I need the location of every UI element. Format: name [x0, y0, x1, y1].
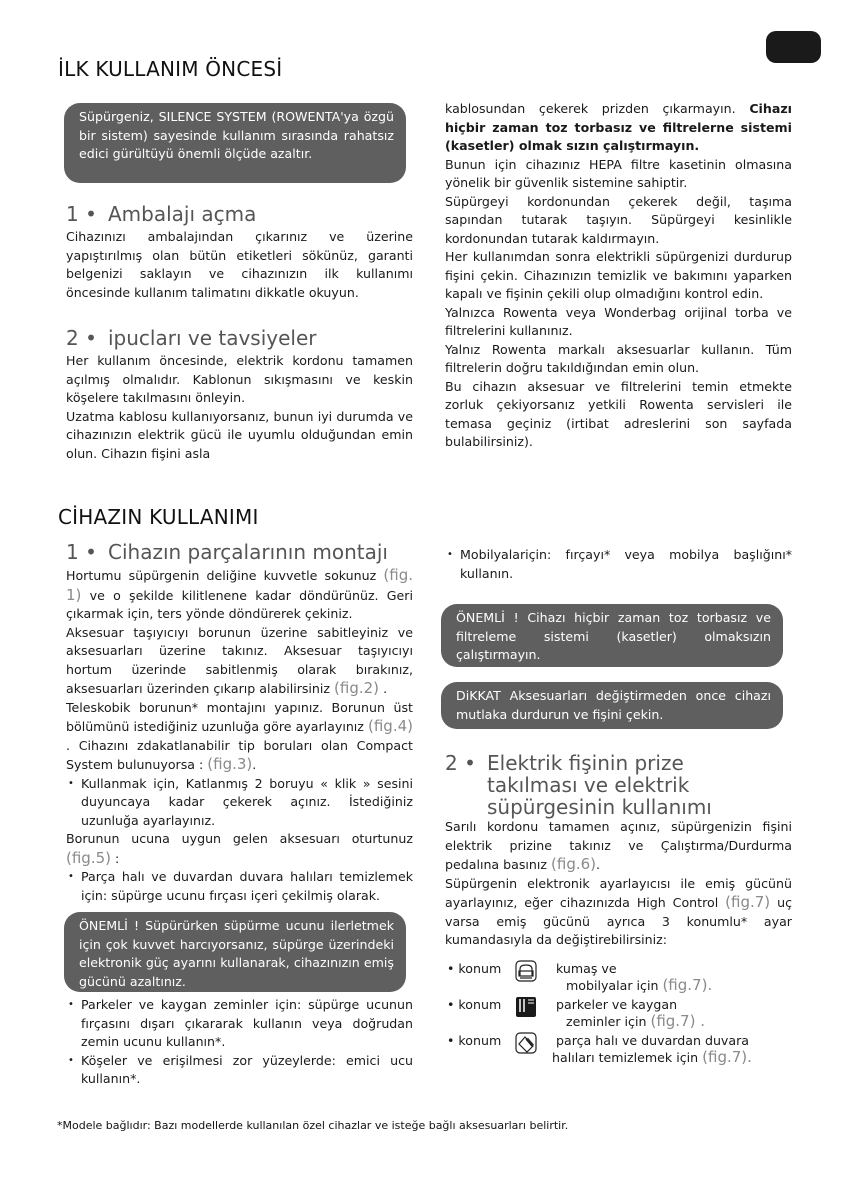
position-item — [447, 960, 797, 994]
parquet-brush-icon — [515, 996, 539, 1018]
paragraph — [445, 100, 792, 156]
section-title-first-use: İLK KULLANIM ÖNCESİ — [58, 57, 283, 81]
position-label: • konum — [447, 997, 502, 1012]
subheading-number: 2 • — [445, 751, 476, 775]
bullet-item: • Kullanmak için, Katlanmış 2 boruyu « klik » sesini duyuncaya kadar çekerek açınız. İstediğiniz uzunluğa ayarlayınız. — [66, 775, 413, 831]
paragraph: Cihazınızı ambalajından çıkarınız ve üzerine yapıştırılmış olan bütün etiketleri sökünüz, garanti belgenizi saklayın ve cihazınızın ilk kullanımı öncesinde kullanım talimatını dikkatle okuyun. — [66, 229, 413, 300]
figure-reference: (fig.5) — [66, 848, 111, 867]
figure-reference: (fig.2) — [334, 679, 380, 697]
silence-system-box: Süpürgeniz, SILENCE SYSTEM (ROWENTA'ya özgü bir sistem) sayesinde kullanım sırasında rahatsız edici gürültüyü önemli ölçüde azaltır. — [64, 103, 406, 183]
figure-reference: (fig.4) — [368, 717, 413, 735]
text: . — [252, 757, 257, 772]
figure-reference: (fig.6) — [551, 855, 597, 873]
important-box-suction: ÖNEMLİ ! Süpürürken süpürme ucunu ilerletmek için çok kuvvet harcıyorsanız, süpürge üzerindeki elektronik güç ayarını kullanarak, cihazınızın emiş gücünü azaltınız. — [64, 912, 406, 992]
subheading-plugging — [445, 752, 712, 818]
unpacking-text — [66, 228, 413, 302]
subheading-assembly — [66, 541, 388, 563]
text: kablosundan çekerek prizden çıkarmayın. — [445, 101, 736, 116]
position-description — [556, 960, 712, 994]
text: Teleskobik borunun* montajını yapınız. Borunun üst bölümünü istediğiniz uzunluğa göre ayarlayınız — [66, 699, 413, 734]
armchair-icon — [515, 960, 539, 982]
subheading-tips — [66, 327, 317, 349]
section-title-usage: CİHAZIN KULLANIMI — [58, 505, 259, 529]
furniture-tip — [445, 546, 792, 583]
figure-reference: (fig.7) . — [650, 1012, 705, 1030]
subheading-number: 1 • — [66, 540, 97, 564]
figure-reference: (fig.7). — [662, 976, 713, 994]
subheading-text: ipucları ve tavsiyeler — [108, 326, 317, 350]
paragraph — [66, 830, 413, 868]
paragraph: Yalnız Rowenta markalı aksesuarlar kullanın. Tüm filtrelerin doğru takıldığından emin olun. — [445, 341, 792, 375]
position-item — [447, 996, 797, 1030]
tips-text — [66, 352, 413, 463]
paragraph — [445, 818, 792, 875]
language-tab — [766, 31, 821, 63]
subheading-text: süpürgesinin kullanımı — [487, 795, 712, 819]
bullet-item: • Köşeler ve erişilmesi zor yüzeylerde: emici ucu kullanın*. — [66, 1052, 413, 1089]
text: . Cihazını zdakatlanabilir tip boruları olan Compact System bulunuyorsa : — [66, 737, 413, 772]
subheading-unpacking — [66, 203, 256, 225]
text: Borunun ucuna uygun gelen aksesuarı oturtunuz — [66, 831, 413, 846]
floor-tips — [66, 996, 413, 1089]
text: Aksesuar taşıyıcıyı borunun üzerine sabitleyiniz ve aksesuarları üzerine takınız. Aksesuar taşıyıcıyı hortum üzerinde sabitlenmiş olarak bırakınız, aksesuarları üzerinden çıkarıp alabilirsiniz — [66, 624, 413, 696]
paragraph — [66, 624, 413, 699]
text: Süpürgenin elektronik ayarlayıcısı ile emiş gücünü ayarlayınız, eğer cihazınızda High Control — [445, 875, 792, 910]
plugging-text — [445, 818, 792, 950]
text: mobilyalar için — [566, 978, 659, 993]
figure-reference: (fig.7). — [702, 1048, 752, 1066]
subheading-text: Elektrik fişinin prize — [487, 751, 684, 775]
figure-reference: (fig.7) — [725, 893, 771, 911]
position-label: • konum — [447, 961, 502, 976]
subheading-text: Ambalajı açma — [108, 202, 257, 226]
text: parça halı ve duvardan duvara — [556, 1033, 750, 1048]
paragraph — [66, 699, 413, 775]
warning-bold-text: Cihazı hiçbir zaman toz torbasız ve filtrelerne sistemi (kasetler) olmak sızın çalıştırmayın. — [445, 101, 792, 153]
safety-text — [445, 100, 792, 452]
bullet-item: • Parkeler ve kaygan zeminler için: süpürge ucunun fırçasını dışarı çıkararak kullanın veya doğrudan zemin ucunu kullanın*. — [66, 996, 413, 1052]
text: kumaş ve — [556, 961, 617, 976]
text: uç varsa emiş gücünü ayrıca 3 konumlu* ayar kumandasıyla da değiştirebilirsiniz: — [445, 895, 792, 947]
text: zeminler için — [566, 1014, 647, 1029]
paragraph: Süpürgeyi kordonundan çekerek değil, taşıma sapından tutarak taşıyın. Süpürgeyi kesinlikle kordonundan tutarak kaldırmayın. — [445, 193, 792, 246]
position-label: • konum — [447, 1033, 502, 1048]
paragraph: Bu cihazın aksesuar ve filtrelerini temin etmekte zorluk çekiyorsanız yetkili Rowenta servisleri ile temasa geçiniz (irtibat adreslerini son sayfada bulabilirsiniz). — [445, 378, 792, 449]
paragraph: Bunun için cihazınız HEPA filtre kasetinin olmasına yönelik bir güvenlik sistemine sahiptir. — [445, 156, 792, 190]
text: parkeler ve kaygan — [556, 997, 678, 1012]
position-description — [552, 1032, 752, 1066]
paragraph: Yalnızca Rowenta veya Wonderbag orijinal torba ve filtrelerini kullanınız. — [445, 304, 792, 338]
text: halıları temizlemek için — [552, 1050, 699, 1065]
paragraph: Her kullanım öncesinde, elektrik kordonu tamamen açılmış olmalıdır. Kablonun sıkışmasını ve keskin köşelere takılmasını önleyin. — [66, 353, 413, 405]
assembly-text — [66, 566, 413, 905]
paragraph: Her kullanımdan sonra elektrikli süpürgenizi durdurup fişini çekin. Cihazınızın temizlik ve bakımını yaparken kapalı ve fişinin çekili olup olmadığını kontrol edin. — [445, 249, 792, 301]
text: . — [596, 857, 601, 872]
subheading-text: Cihazın parçalarının montajı — [108, 540, 388, 564]
bullet-item: • Parça halı ve duvardan duvara halıları temizlemek için: süpürge ucunu fırçası içeri çekilmiş olarak. — [66, 868, 413, 905]
figure-reference: (fig.3) — [207, 755, 253, 773]
paragraph: Uzatma kablosu kullanıyorsanız, bunun iyi durumda ve cihazınızın elektrik gücü ile uyumlu olduğundan emin olun. Cihazın fişini asla — [66, 408, 413, 461]
position-item — [447, 1032, 797, 1066]
text: Hortumu süpürgenin deliğine kuvvetle sokunuz — [66, 568, 377, 583]
position-list — [447, 960, 797, 1066]
position-description — [556, 996, 705, 1030]
figure-reference: (fig. 1) — [66, 566, 413, 604]
text: . — [383, 681, 388, 696]
caution-box: DiKKAT Aksesuarları değiştirmeden once cihazı mutlaka durdurun ve fişini çekin. — [441, 682, 783, 729]
important-box-filter: ÖNEMLİ ! Cihazı hiçbir zaman toz torbasız ve filtreleme sistemi (kasetler) olmaksızın çalıştırmayın. — [441, 604, 783, 667]
carpet-brush-icon — [515, 1032, 539, 1054]
subheading-number: 2 • — [66, 326, 97, 350]
text: : — [115, 850, 120, 866]
paragraph — [445, 875, 792, 950]
paragraph — [66, 566, 413, 624]
subheading-number: 1 • — [66, 202, 97, 226]
footnote: *Modele bağlıdır: Bazı modellerde kullanılan özel cihazlar ve isteğe bağlı aksesuarları belirtir. — [57, 1119, 569, 1132]
text: ve o şekilde kilitlenene kadar döndürünüz. Geri çıkarmak için, ters yönde döndürerek çekiniz. — [66, 587, 413, 621]
bullet-item: • Mobilyalariçin: fırçayı* veya mobilya başlığını* kullanın. — [445, 546, 792, 583]
subheading-text: takılması ve elektrik — [487, 773, 690, 797]
text: Sarılı kordonu tamamen açınız, süpürgenizin fişini elektrik prizine takınız ve Çalıştırma/Durdurma pedalına basınız — [445, 819, 792, 872]
